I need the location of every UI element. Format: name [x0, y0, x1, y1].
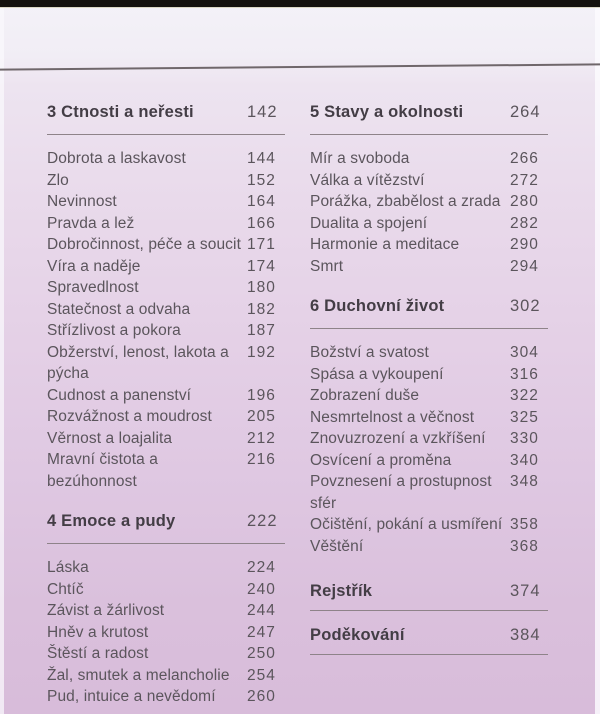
section-entries [310, 342, 548, 557]
toc-entry-page-number: 325 [510, 408, 539, 426]
toc-entry-label: Očištění, pokání a usmíření [310, 516, 503, 533]
footer-page-number: 374 [510, 582, 541, 600]
toc-entry-page-number: 224 [247, 559, 276, 576]
toc-entry [47, 342, 285, 385]
toc-entry [47, 428, 285, 450]
toc-entry-label: Harmonie a meditace [310, 236, 460, 253]
toc-column-right [310, 100, 548, 655]
toc-entry-page-number: 152 [247, 171, 276, 189]
toc-entry-label: Zobrazení duše [310, 387, 420, 404]
section-heading-rule [310, 134, 548, 135]
toc-entry-label: Znovuzrození a vzkříšení [310, 430, 486, 447]
toc-entry-page-number: 196 [247, 386, 276, 404]
toc-entry-label: Povznesení a prostupnost sfér [310, 473, 492, 512]
toc-entry-label: Láska [47, 559, 89, 576]
toc-entry-label: Nesmrtelnost a věčnost [310, 408, 475, 426]
toc-entry [310, 428, 548, 450]
toc-footer-item [310, 623, 548, 655]
toc-entry-page-number: 260 [247, 688, 276, 705]
toc-section [310, 100, 548, 277]
toc-entry [47, 320, 285, 342]
toc-entry [47, 213, 285, 235]
footer-title: Rejstřík [310, 582, 373, 600]
toc-entry [47, 622, 285, 644]
toc-entry-label: Mravní čistota a bezúhonnost [47, 451, 159, 490]
section-heading-row [47, 100, 285, 124]
toc-entry-label: Osvícení a proměna [310, 451, 452, 469]
toc-entry-page-number: 316 [510, 365, 539, 383]
toc-entry-label: Cudnost a panenství [47, 386, 192, 404]
page-top-edge-line [0, 63, 600, 70]
toc-entry-label: Nevinnost [47, 193, 117, 210]
toc-entry-label: Věštění [310, 537, 364, 555]
toc-entry-page-number: 166 [247, 214, 276, 232]
toc-entry-page-number: 290 [510, 236, 539, 253]
toc-entry-page-number: 330 [510, 430, 539, 447]
section-page-number: 264 [510, 103, 541, 121]
footer-title: Poděkování [310, 626, 405, 644]
toc-entry-page-number: 304 [510, 344, 539, 361]
toc-entry-page-number: 250 [247, 645, 276, 662]
toc-entry-page-number: 205 [247, 408, 276, 425]
toc-entry [310, 514, 548, 536]
toc-entry-page-number: 266 [510, 150, 539, 167]
toc-entry [47, 256, 285, 278]
toc-entry-page-number: 280 [510, 193, 539, 210]
footer-heading-row [310, 623, 548, 647]
toc-entry [47, 579, 285, 601]
toc-section [47, 509, 285, 708]
toc-entry-label: Smrt [310, 257, 344, 275]
scan-top-black-edge [0, 0, 600, 8]
toc-entry-label: Spása a vykoupení [310, 365, 444, 383]
page-left-edge [0, 7, 4, 714]
toc-entry-page-number: 244 [247, 602, 276, 619]
toc-entry [47, 600, 285, 622]
toc-entry-label: Dualita a spojení [310, 214, 428, 232]
toc-entry-label: Obžerství, lenost, lakota a pýcha [47, 343, 229, 382]
toc-entry-page-number: 358 [510, 516, 539, 533]
section-title: 3 Ctnosti a neřesti [47, 103, 194, 121]
toc-entry-label: Dobročinnost, péče a soucit [47, 236, 241, 253]
toc-entry-label: Chtíč [47, 580, 84, 598]
toc-entry-page-number: 247 [247, 623, 276, 641]
toc-column-left [47, 100, 285, 708]
toc-entry-page-number: 282 [510, 214, 539, 232]
toc-section [47, 100, 285, 492]
toc-entry-label: Závist a žárlivost [47, 602, 165, 619]
toc-entry-label: Spravedlnost [47, 279, 139, 296]
toc-section [310, 294, 548, 557]
section-heading-row [47, 509, 285, 533]
section-page-number: 142 [247, 103, 278, 121]
toc-entry-label: Statečnost a odvaha [47, 300, 191, 318]
toc-entry-page-number: 171 [247, 236, 276, 253]
toc-entry [310, 170, 548, 192]
toc-entry [47, 299, 285, 321]
page-right-edge [595, 7, 600, 714]
toc-entry-label: Dobrota a laskavost [47, 150, 186, 167]
toc-entry-page-number: 272 [510, 171, 539, 189]
toc-entry-label: Víra a naděje [47, 257, 141, 275]
toc-entry [310, 213, 548, 235]
toc-entry-page-number: 348 [510, 473, 539, 490]
toc-entry [47, 170, 285, 192]
toc-entry-page-number: 192 [247, 343, 276, 361]
toc-entry-page-number: 340 [510, 451, 539, 469]
toc-entry [310, 256, 548, 278]
toc-entry [310, 407, 548, 429]
toc-entry-label: Žal, smutek a melancholie [47, 666, 230, 684]
toc-entry [310, 385, 548, 407]
section-title: 6 Duchovní život [310, 297, 445, 315]
section-page-number: 302 [510, 297, 541, 315]
toc-entry-page-number: 368 [510, 537, 539, 555]
footer-rule [310, 654, 548, 655]
section-title: 4 Emoce a pudy [47, 512, 176, 530]
toc-entry-page-number: 216 [247, 451, 276, 468]
toc-entry-label: Válka a vítězství [310, 171, 425, 189]
section-entries [310, 148, 548, 277]
toc-entry-page-number: 240 [247, 580, 276, 598]
toc-entry-page-number: 322 [510, 387, 539, 404]
toc-entry-page-number: 180 [247, 279, 276, 296]
toc-entry-label: Střízlivost a pokora [47, 322, 181, 339]
footer-page-number: 384 [510, 626, 541, 644]
toc-entry [47, 665, 285, 687]
toc-entry [47, 643, 285, 665]
toc-entry [47, 557, 285, 579]
toc-entry [310, 342, 548, 364]
footer-rule [310, 610, 548, 611]
toc-entry-label: Hněv a krutost [47, 623, 149, 641]
section-heading-rule [47, 543, 285, 544]
toc-entry [310, 234, 548, 256]
toc-entry-page-number: 187 [247, 322, 276, 339]
toc-entry [47, 449, 285, 492]
toc-entry [47, 234, 285, 256]
toc-entry [47, 191, 285, 213]
toc-entry-label: Pud, intuice a nevědomí [47, 688, 216, 705]
toc-entry [310, 450, 548, 472]
toc-entry [310, 148, 548, 170]
section-heading-row [310, 294, 548, 318]
toc-entry [310, 191, 548, 213]
toc-entry-page-number: 212 [247, 429, 276, 447]
toc-entry-label: Zlo [47, 171, 69, 189]
toc-entry-label: Věrnost a loajalita [47, 429, 173, 447]
toc-entry-page-number: 174 [247, 257, 276, 275]
toc-entry [47, 686, 285, 708]
section-title: 5 Stavy a okolnosti [310, 103, 464, 121]
toc-entry [47, 406, 285, 428]
section-entries [47, 557, 285, 708]
toc-entry-label: Porážka, zbabělost a zrada [310, 193, 501, 210]
toc-entry-label: Rozvážnost a moudrost [47, 408, 212, 425]
toc-footer-item [310, 579, 548, 611]
toc-entry-page-number: 144 [247, 150, 276, 167]
section-heading-rule [310, 328, 548, 329]
footer-heading-row [310, 579, 548, 603]
toc-entry-page-number: 294 [510, 257, 539, 275]
toc-entry [310, 364, 548, 386]
section-page-number: 222 [247, 512, 278, 530]
toc-entry-label: Mír a svoboda [310, 150, 410, 167]
toc-entry-label: Pravda a lež [47, 214, 135, 232]
toc-entry [47, 148, 285, 170]
toc-entry [47, 277, 285, 299]
toc-entry-page-number: 182 [247, 300, 276, 318]
section-heading-row [310, 100, 548, 124]
toc-entry-page-number: 254 [247, 666, 276, 684]
section-heading-rule [47, 134, 285, 135]
toc-entry [310, 471, 548, 514]
toc-entry-label: Božství a svatost [310, 344, 429, 361]
toc-entry-page-number: 164 [247, 193, 276, 210]
toc-entry [310, 536, 548, 558]
section-entries [47, 148, 285, 492]
toc-entry-label: Štěstí a radost [47, 645, 149, 662]
toc-entry [47, 385, 285, 407]
